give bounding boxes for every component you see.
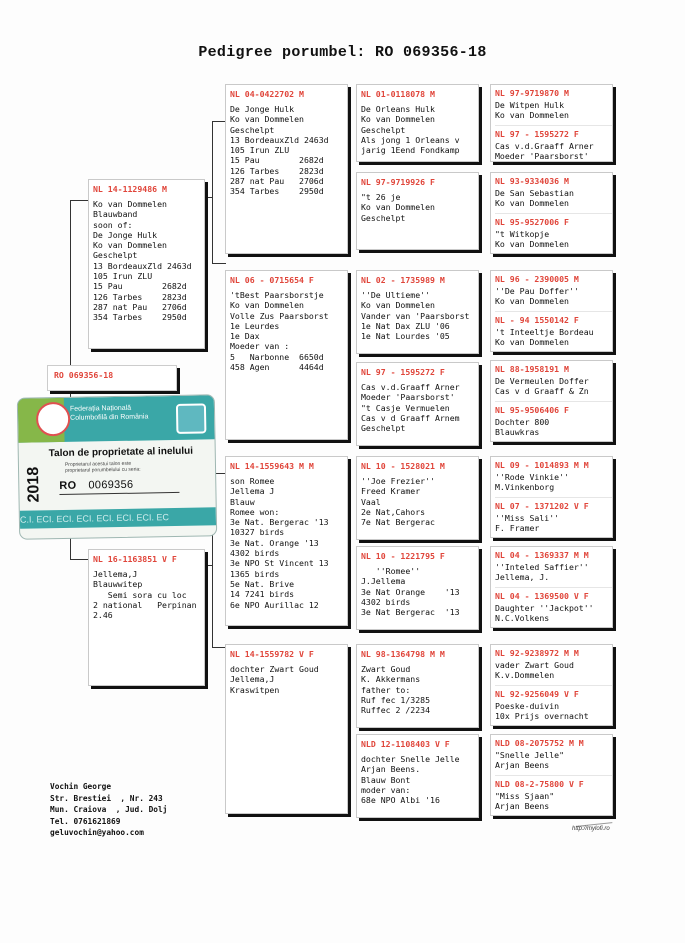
great-grandparent-id: NL 98-1364798 M M <box>361 649 445 659</box>
federation-name: Federația Națională Columbofilă din România <box>69 404 149 422</box>
connector-line <box>205 197 213 198</box>
gg-grandparent-id: NL 95-9506406 F <box>495 401 612 415</box>
subject-id: RO 069356-18 <box>54 370 114 380</box>
great-grandparent-card <box>356 84 479 162</box>
gg-grandparent-details: De Witpen Hulk Ko van Dommelen <box>495 100 569 121</box>
ring-year: 2018 <box>24 466 43 503</box>
great-grandparent-card <box>356 172 479 250</box>
talon-title: Talon de proprietate al inelului <box>48 445 194 460</box>
dam-details: Jellema,J Blauwwitep Semi sora cu loc 2 national Perpinan 2.46 <box>93 569 197 621</box>
gg-grandparent-pair-card <box>490 644 613 726</box>
great-grandparent-card <box>356 362 479 446</box>
gg-grandparent-id: NL 07 - 1371202 V F <box>495 497 612 511</box>
gg-grandparent-id: NL 96 - 2390005 M <box>495 274 579 284</box>
gg-grandparent-id: NL 09 - 1014893 M M <box>495 460 589 470</box>
gg-grandparent-details: vader Zwart Goud K.v.Dommelen <box>495 660 574 681</box>
gg-grandparent-pair-card <box>490 172 613 254</box>
connector-line <box>205 565 213 566</box>
grandparent-card <box>225 84 348 254</box>
gg-grandparent-pair-card <box>490 734 613 816</box>
great-grandparent-details: ''Romee'' J.Jellema 3e Nat Orange '13 4302 birds 3e Nat Bergerac '13 <box>361 566 460 618</box>
connector-line <box>212 263 226 264</box>
gg-grandparent-id: NL 04 - 1369337 M M <box>495 550 589 560</box>
gg-grandparent-id: NLD 08-2-75800 V F <box>495 775 612 789</box>
ring-country: RO <box>59 479 77 493</box>
gg-grandparent-id: NL 88-1958191 M <box>495 364 569 374</box>
great-grandparent-id: NL 10 - 1528021 M <box>361 461 445 471</box>
gg-grandparent-details: "t Witkopje Ko van Dommelen <box>495 228 569 249</box>
grandparent-details: 'tBest Paarsborstje Ko van Dommelen Volle Zus Paarsborst 1e Leurdes 1e Dax Moeder van : 5 Narbonne 6650d 458 Agen 4464d <box>230 290 329 373</box>
grandparent-id: NL 06 - 0715654 F <box>230 275 314 285</box>
gg-grandparent-id: NL - 94 1550142 F <box>495 311 612 325</box>
gg-grandparent-id: NL 97 - 1595272 F <box>495 125 612 139</box>
gg-grandparent-details: Poeske-duivin 10x Prijs overnacht <box>495 700 589 721</box>
gg-grandparent-id: NL 92-9238972 M M <box>495 648 579 658</box>
great-grandparent-card <box>356 734 479 818</box>
great-grandparent-details: Zwart Goud K. Akkermans father to: Ruf fec 1/3285 Ruffec 2 /2234 <box>361 664 431 716</box>
owner-contact: Vochin George Str. Brestiei , Nr. 243 Mun. Craiova , Jud. Dolj Tel. 0761621869 geluvochin@yahoo.com <box>50 782 168 837</box>
gg-grandparent-details: Daughter ''Jackpot'' N.C.Volkens <box>495 602 594 623</box>
sire-card <box>88 179 205 349</box>
great-grandparent-details: ''De Ultieme'' Ko van Dommelen Vander van 'Paarsborst 1e Nat Dax ZLU '06 1e Nat Lourdes '05 <box>361 290 470 342</box>
gg-grandparent-id: NL 04 - 1369500 V F <box>495 587 612 601</box>
gg-grandparent-id: NL 92-9256049 V F <box>495 685 612 699</box>
great-grandparent-card <box>356 270 479 354</box>
grandparent-card <box>225 644 348 814</box>
connector-line <box>70 559 90 560</box>
footer-url: http://mylofi.ro <box>572 826 610 832</box>
gg-grandparent-pair-card <box>490 360 613 442</box>
gg-grandparent-pair-card <box>490 546 613 628</box>
gg-grandparent-details: Dochter 800 Blauwkras <box>495 416 550 437</box>
gg-grandparent-details: Cas v.d.Graaff Arner Moeder 'Paarsborst' <box>495 140 594 161</box>
gg-grandparent-id: NLD 08-2075752 M M <box>495 738 584 748</box>
gg-grandparent-details: 't Inteeltje Bordeau Ko van Dommelen <box>495 326 594 347</box>
grandparent-card <box>225 270 348 440</box>
gg-grandparent-details: De San Sebastian Ko van Dommelen <box>495 188 574 209</box>
great-grandparent-id: NL 97 - 1595272 F <box>361 367 445 377</box>
connector-line <box>212 121 213 263</box>
sire-id: NL 14-1129486 M <box>93 184 167 194</box>
great-grandparent-card <box>356 546 479 630</box>
gg-grandparent-id: NL 93-9334036 M <box>495 176 569 186</box>
gg-grandparent-details: ''Inteled Saffier'' Jellema, J. <box>495 562 589 583</box>
eci-band: C.I. ECI. ECI. ECI. ECI. ECI. ECI. EC <box>20 507 216 528</box>
great-grandparent-details: De Orleans Hulk Ko van Dommelen Geschelpt Als jong 1 Orleans v jarig 1Eend Fondkamp <box>361 104 460 156</box>
ring-number-underline <box>59 492 179 495</box>
great-grandparent-id: NLD 12-1108403 V F <box>361 739 450 749</box>
gg-grandparent-id: NL 97-9719870 M <box>495 88 569 98</box>
grandparent-id: NL 14-1559782 V F <box>230 649 314 659</box>
connector-line <box>70 200 71 365</box>
grandparent-details: son Romee Jellema J Blauw Romee won: 3e Nat. Bergerac '13 10327 birds 3e Nat. Orange '13 4302 birds 3e NPO St Vincent 13 1365 birds 5e Nat. Brive 14 7241 birds 6e NPO Aurillac 12 <box>230 476 329 610</box>
subject-card <box>47 365 177 391</box>
great-grandparent-id: NL 02 - 1735989 M <box>361 275 445 285</box>
ring-ownership-card <box>17 394 217 539</box>
grandparent-details: dochter Zwart Goud Jellema,J Kraswitpen <box>230 664 319 695</box>
great-grandparent-details: ''Joe Frezier'' Freed Kramer Vaal 2e Nat,Cahors 7e Nat Bergerac <box>361 476 435 528</box>
dam-id: NL 16-1163851 V F <box>93 554 177 564</box>
great-grandparent-details: Cas v.d.Graaff Arner Moeder 'Paarsborst' "t Casje Vermuelen Cas v d Graaff Arnem Geschelpt <box>361 382 460 434</box>
great-grandparent-details: "t 26 je Ko van Dommelen Geschelpt <box>361 192 435 223</box>
gg-grandparent-pair-card <box>490 270 613 352</box>
dam-card <box>88 549 205 686</box>
gg-grandparent-details: De Vermeulen Doffer Cas v d Graaff & Zn <box>495 376 589 397</box>
grandparent-card <box>225 456 348 626</box>
grandparent-id: NL 14-1559643 M M <box>230 461 314 471</box>
gg-grandparent-details: "Snelle Jelle" Arjan Beens <box>495 750 565 771</box>
gg-grandparent-pair-card <box>490 456 613 538</box>
page-title: Pedigree porumbel: RO 069356-18 <box>198 44 487 61</box>
gg-grandparent-id: NL 95-9527006 F <box>495 213 612 227</box>
great-grandparent-id: NL 10 - 1221795 F <box>361 551 445 561</box>
ring-serial: 0069356 <box>88 478 134 492</box>
connector-line <box>212 647 226 648</box>
connector-line <box>70 200 90 201</box>
great-grandparent-id: NL 97-9719926 F <box>361 177 435 187</box>
gg-grandparent-details: ''De Pau Doffer'' Ko van Dommelen <box>495 286 579 307</box>
signature-icon <box>576 814 613 827</box>
sire-details: Ko van Dommelen Blauwband soon of: De Jonge Hulk Ko van Dommelen Geschelpt 13 BordeauxZld 2463d 105 Irun ZLU 15 Pau 2682d 126 Tarbes 2823d 287 nat Pau 2706d 354 Tarbes 2950d <box>93 199 192 323</box>
eci-logo-icon <box>176 403 207 434</box>
grandparent-id: NL 04-0422702 M <box>230 89 304 99</box>
talon-subtitle: Proprietarul acestui talon este proprietarul porumbelului cu seria: <box>64 460 141 474</box>
ring-number <box>59 479 133 492</box>
grandparent-details: De Jonge Hulk Ko van Dommelen Geschelpt 13 BordeauxZld 2463d 105 Irun ZLU 15 Pau 2682d 126 Tarbes 2823d 287 nat Pau 2706d 354 Tarbes 2950d <box>230 104 329 197</box>
great-grandparent-card <box>356 456 479 540</box>
gg-grandparent-details: ''Miss Sali'' F. Framer <box>495 512 560 533</box>
gg-grandparent-details: ''Rode Vinkie'' M.Vinkenborg <box>495 472 569 493</box>
connector-line <box>212 121 226 122</box>
great-grandparent-details: dochter Snelle Jelle Arjan Beens. Blauw Bont moder van: 68e NPO Albi '16 <box>361 754 460 806</box>
gg-grandparent-pair-card <box>490 84 613 162</box>
great-grandparent-id: NL 01-0118078 M <box>361 89 435 99</box>
gg-grandparent-details: "Miss Sjaan" Arjan Beens <box>495 790 555 811</box>
great-grandparent-card <box>356 644 479 728</box>
